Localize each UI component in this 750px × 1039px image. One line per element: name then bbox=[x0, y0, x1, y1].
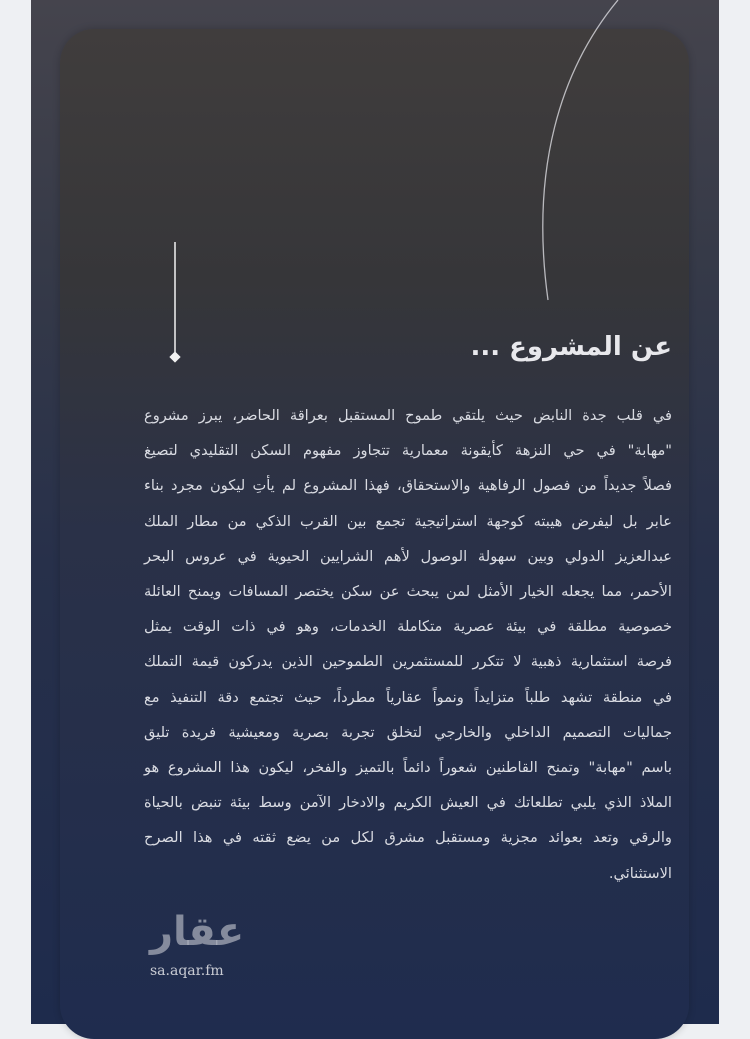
watermark-logo: عقار bbox=[150, 909, 245, 955]
paragraph-line: الملاذ الذي يلبي تطلعاتك في العيش الكريم والادخار الآمن وسط بيئة تنبض بالحياة bbox=[144, 794, 672, 812]
paragraph-line: عابر بل ليفرض هيبته كوجهة استراتيجية تجمع بين القرب الذكي من مطار الملك bbox=[144, 512, 672, 530]
paragraph-line: فرصة استثمارية ذهبية لا تتكرر للمستثمرين الطموحين الذين يدركون قيمة التملك bbox=[144, 653, 672, 671]
paragraph-line: في منطقة تشهد طلباً متزايداً ونمواً عقارياً مطرداً، حيث تجتمع دقة التنفيذ مع bbox=[144, 688, 672, 706]
paragraph-line: الاستثنائي. bbox=[608, 864, 672, 882]
paragraph-line: فصلاً جديداً من فصول الرفاهية والاستحقاق، فهذا المشروع لم يأتِ ليكون مجرد بناء bbox=[144, 477, 672, 495]
paragraph-line: في قلب جدة النابض حيث يلتقي طموح المستقبل بعراقة الحاضر، يبرز مشروع bbox=[144, 407, 672, 424]
paragraph-line: الأحمر، مما يجعله الخيار الأمثل لمن يبحث عن سكن يختصر المسافات ويمنح العائلة bbox=[144, 583, 672, 601]
paragraph-line: جماليات التصميم الداخلي والخارجي لتخلق تجربة بصرية ومعيشية فريدة تليق bbox=[144, 723, 672, 741]
paragraph-line: باسم "مهابة" وتمنح القاطنين شعوراً دائماً بالتميز والفخر، ليكون هذا المشروع هو bbox=[144, 759, 672, 777]
paragraph-line: والرقي وتعد بعوائد مجزية ومستقبل مشرق لكل من يضع ثقته في هذا الصرح bbox=[144, 829, 672, 847]
decorative-arc bbox=[543, 0, 618, 300]
decorative-diamond-icon bbox=[169, 351, 180, 362]
paragraph-line: "مهابة" في حي النزهة كأيقونة معمارية تتجاوز مفهوم السكن التقليدي لتصيغ bbox=[144, 442, 672, 460]
section-title: عن المشروع ... bbox=[470, 332, 672, 362]
paragraph-line: عبدالعزيز الدولي وبين سهولة الوصول لأهم الشرايين الحيوية في عروس البحر bbox=[144, 547, 672, 565]
paragraph-line: خصوصية مطلقة في بيئة عصرية متكاملة الخدمات، وهو في ذات الوقت يمثل bbox=[144, 618, 672, 636]
watermark-url: sa.aqar.fm bbox=[150, 963, 224, 979]
about-paragraph bbox=[144, 398, 672, 891]
